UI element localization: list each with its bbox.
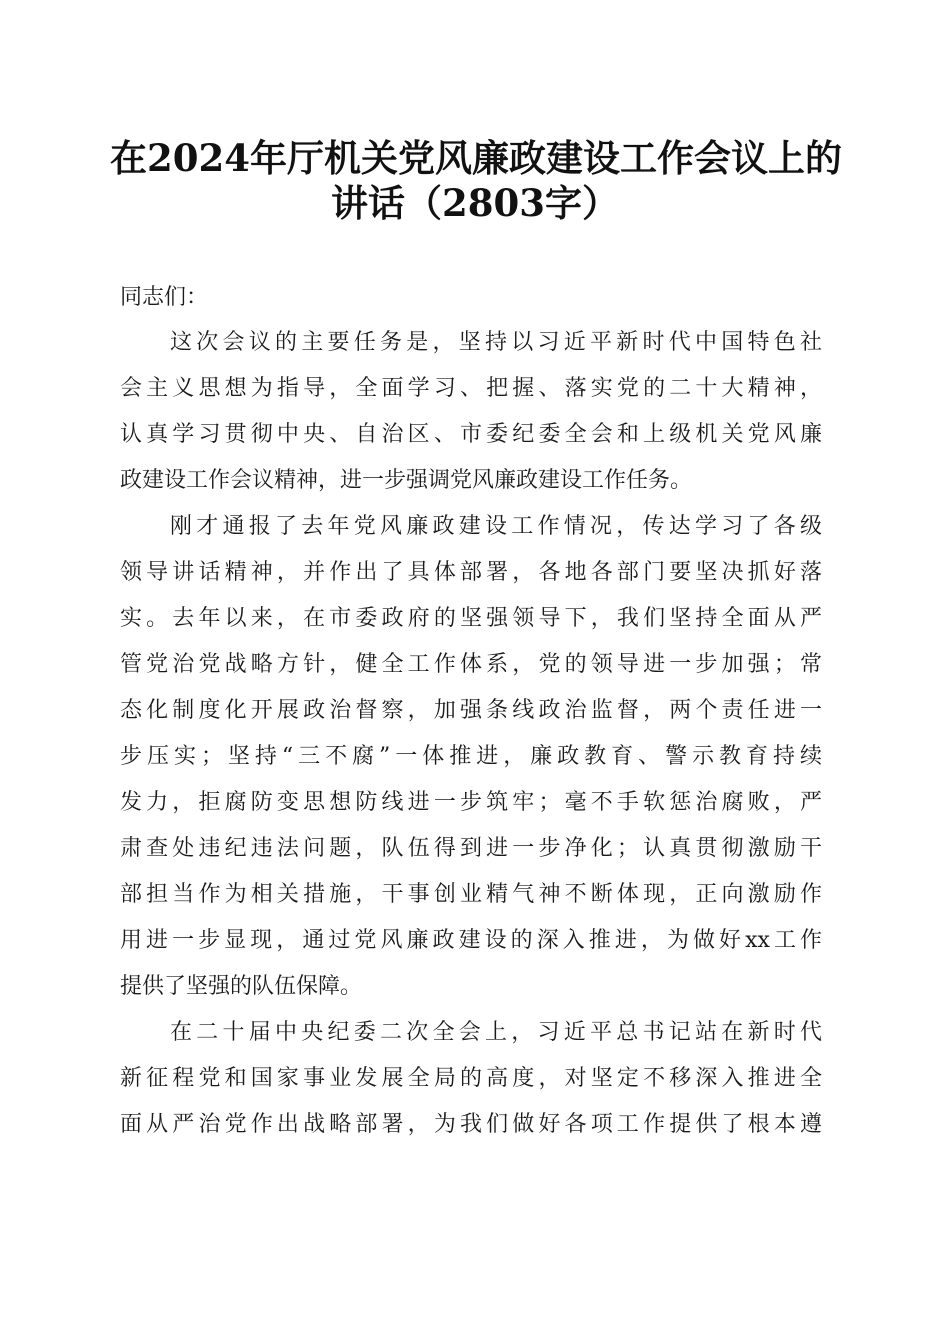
paragraph-2-line-6: 步压实；坚持“三不腐”一体推进，廉政教育、警示教育持续	[120, 744, 822, 769]
paragraph-1-line-4: 政建设工作会议精神，进一步强调党风廉政建设工作任务。	[120, 468, 693, 493]
paragraph-1-line-1: 这次会议的主要任务是，坚持以习近平新时代中国特色社	[170, 330, 822, 355]
paragraph-1-line-2: 会主义思想为指导，全面学习、把握、落实党的二十大精神，	[120, 376, 822, 401]
paragraph-2-line-4: 管党治党战略方针，健全工作体系，党的领导进一步加强；常	[120, 652, 822, 677]
paragraph-1-line-3: 认真学习贯彻中央、自治区、市委纪委全会和上级机关党风廉	[120, 422, 822, 447]
salutation: 同志们：	[120, 285, 209, 310]
paragraph-2-line-8: 肃查处违纪违法问题，队伍得到进一步净化；认真贯彻激励干	[120, 836, 822, 861]
title-line-2: 讲话（2803字）	[331, 181, 619, 225]
paragraph-2-line-3: 实。去年以来，在市委政府的坚强领导下，我们坚持全面从严	[120, 606, 822, 631]
paragraph-3-line-1: 在二十届中央纪委二次全会上，习近平总书记站在新时代	[170, 1020, 822, 1045]
paragraph-2-line-10: 用进一步显现，通过党风廉政建设的深入推进，为做好xx工作	[120, 928, 822, 953]
paragraph-2-line-11: 提供了坚强的队伍保障。	[120, 974, 363, 999]
paragraph-2-line-1: 刚才通报了去年党风廉政建设工作情况，传达学习了各级	[170, 514, 822, 539]
paragraph-2-line-7: 发力，拒腐防变思想防线进一步筑牢；毫不手软惩治腐败，严	[120, 790, 822, 815]
paragraph-2-line-2: 领导讲话精神，并作出了具体部署，各地各部门要坚决抓好落	[120, 560, 822, 585]
paragraph-2-line-9: 部担当作为相关措施，干事创业精气神不断体现，正向激励作	[120, 882, 822, 907]
paragraph-3-line-2: 新征程党和国家事业发展全局的高度，对坚定不移深入推进全	[120, 1066, 822, 1091]
paragraph-2-line-5: 态化制度化开展政治督察，加强条线政治监督，两个责任进一	[120, 698, 822, 723]
title-line-1: 在2024年厅机关党风廉政建设工作会议上的	[110, 136, 842, 180]
paragraph-3-line-3: 面从严治党作出战略部署，为我们做好各项工作提供了根本遵	[120, 1112, 822, 1137]
